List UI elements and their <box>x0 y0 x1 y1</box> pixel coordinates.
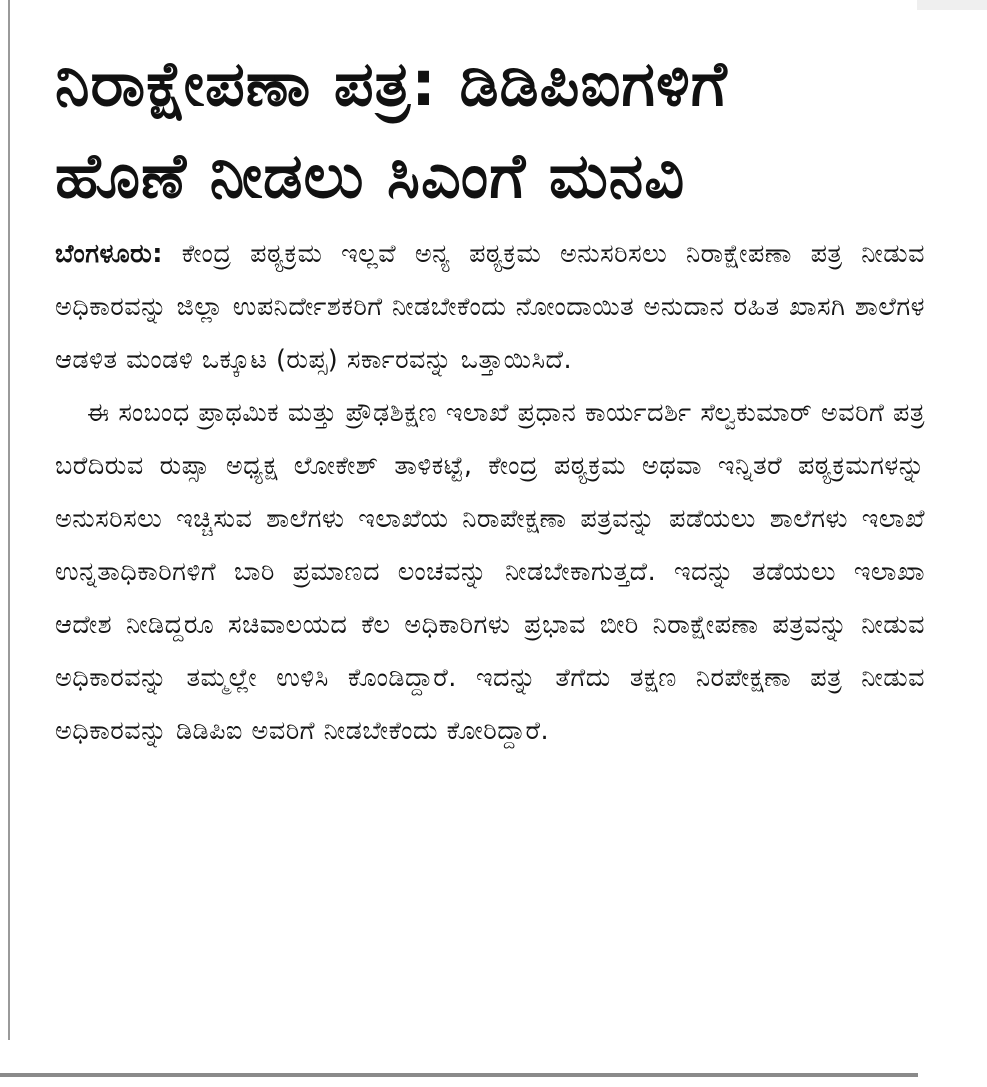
dateline: ಬೆಂಗಳೂರು: <box>55 239 163 269</box>
paragraph-2: ಈ ಸಂಬಂಧ ಪ್ರಾಥಮಿಕ ಮತ್ತು ಪ್ರೌಢಶಿಕ್ಷಣ ಇಲಾಖೆ ಪ್ರಧಾನ ಕಾರ್ಯದರ್ಶಿ ಸೆಲ್ವಕುಮಾರ್ ಅವರಿಗೆ ಪತ್ರ ಬರೆದಿರುವ ರುಪ್ಸಾ ಅಧ್ಯಕ್ಷ ಲೋಕೇಶ್ ತಾಳಿಕಟ್ಟೆ, ಕೇಂದ್ರ ಪಠ್ಯಕ್ರಮ ಅಥವಾ ಇನ್ನಿತರೆ ಪಠ್ಯಕ್ರಮಗಳನ್ನು ಅನುಸರಿಸಲು ಇಚ್ಚಿಸುವ ಶಾಲೆಗಳು ಇಲಾಖೆಯ ನಿರಾಪೇಕ್ಷಣಾ ಪತ್ರವನ್ನು ಪಡೆಯಲು ಶಾಲೆಗಳು ಇಲಾಖೆ ಉನ್ನತಾಧಿಕಾರಿಗಳಿಗೆ ಬಾರಿ ಪ್ರಮಾಣದ ಲಂಚವನ್ನು ನೀಡಬೇಕಾಗುತ್ತದೆ. ಇದನ್ನು ತಡೆಯಲು ಇಲಾಖಾ ಆದೇಶ ನೀಡಿದ್ದರೂ ಸಚಿವಾಲಯದ ಕೆಲ ಅಧಿಕಾರಿಗಳು ಪ್ರಭಾವ ಬೀರಿ ನಿರಾಕ್ಷೇಪಣಾ ಪತ್ರವನ್ನು ನೀಡುವ ಅಧಿಕಾರವನ್ನು ತಮ್ಮಲ್ಲೇ ಉಳಿಸಿ ಕೊಂಡಿದ್ದಾರೆ. ಇದನ್ನು ತೆಗೆದು ತಕ್ಷಣ ನಿರಪೇಕ್ಷಣಾ ಪತ್ರ ನೀಡುವ ಅಧಿಕಾರವನ್ನು ಡಿಡಿಪಿಐ ಅವರಿಗೆ ನೀಡಬೇಕೆಂದು ಕೋರಿದ್ದಾರೆ. <box>55 398 925 746</box>
paragraph-1 <box>55 228 925 387</box>
headline-line-2: ಹೊಣೆ ನೀಡಲು ಸಿಎಂಗೆ ಮನವಿ <box>55 139 686 212</box>
headline-line-1: ನಿರಾಕ್ಷೇಪಣಾ ಪತ್ರ: ಡಿಡಿಪಿಐಗಳಿಗೆ <box>55 47 728 120</box>
column-rule-left <box>8 0 10 1040</box>
headline <box>55 38 925 222</box>
paragraph-1-text: ಕೇಂದ್ರ ಪಠ್ಯಕ್ರಮ ಇಲ್ಲವೆ ಅನ್ಯ ಪಠ್ಯಕ್ರಮ ಅನುಸರಿಸಲು ನಿರಾಕ್ಷೇಪಣಾ ಪತ್ರ ನೀಡುವ ಅಧಿಕಾರವನ್ನು ಜಿಲ್ಲಾ ಉಪನಿರ್ದೇಶಕರಿಗೆ ನೀಡಬೇಕೆಂದು ನೋಂದಾಯಿತ ಅನುದಾನ ರಹಿತ ಖಾಸಗಿ ಶಾಲೆಗಳ ಆಡಳಿತ ಮಂಡಳಿ ಒಕ್ಕೂಟ (ರುಪ್ಸ) ಸರ್ಕಾರವನ್ನು ಒತ್ತಾಯಿಸಿದೆ. <box>55 239 926 375</box>
top-edge-shade <box>917 0 987 10</box>
article-body <box>55 228 925 758</box>
article <box>55 38 925 758</box>
column-rule-bottom <box>0 1073 918 1077</box>
